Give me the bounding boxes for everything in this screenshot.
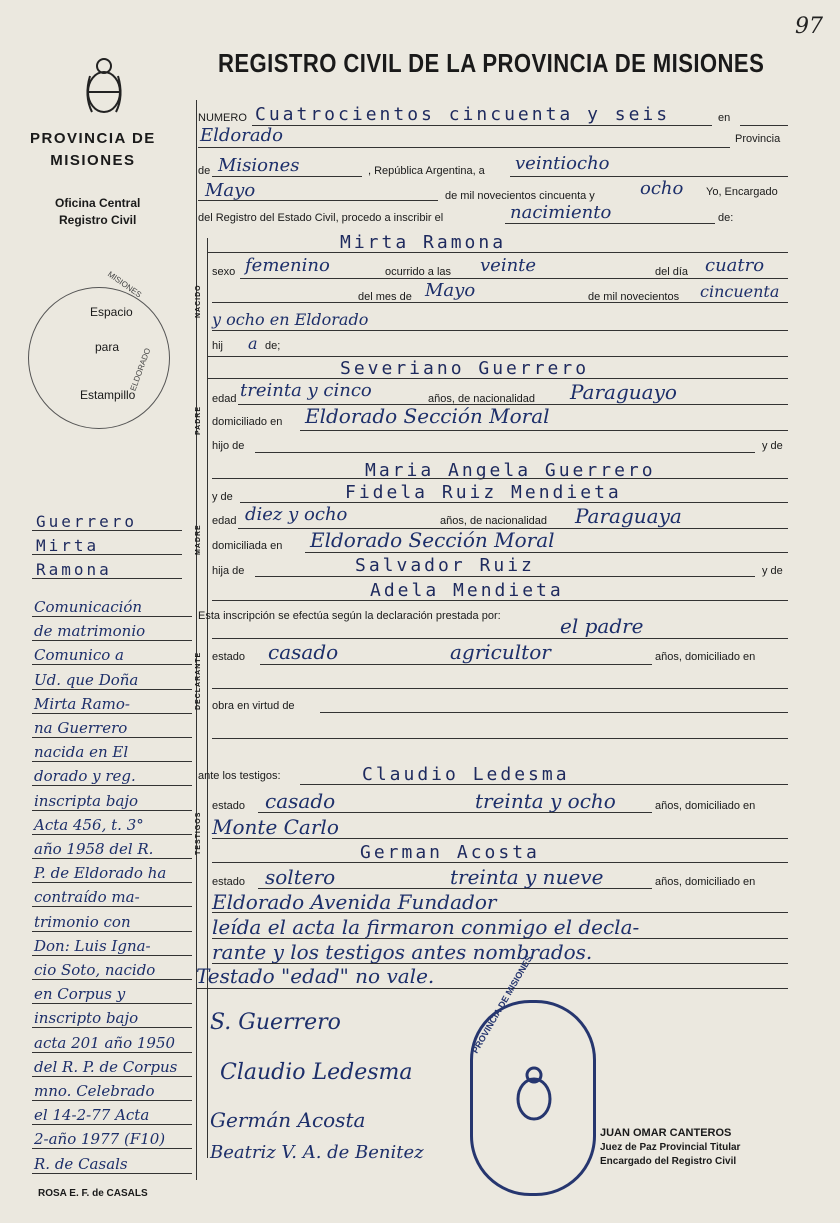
yo-encargado-label: Yo, Encargado [706, 186, 778, 198]
dia-nac-value: cuatro [705, 255, 765, 276]
madre-dom-label: domiciliada en [212, 540, 283, 552]
margin-note-line: 2-año 1977 (F10) [34, 1130, 166, 1149]
testigo1-line [300, 784, 788, 785]
signature-testigo2: Germán Acosta [210, 1108, 366, 1132]
margin-note-line: contraído ma- [34, 888, 140, 907]
mes-line2 [212, 302, 788, 303]
page-title: REGISTRO CIVIL DE LA PROVINCIA DE MISIONES [218, 48, 765, 78]
nombre-line [208, 252, 788, 253]
margin-note-line: inscripta bajo [34, 791, 139, 810]
margin-rule [32, 713, 192, 714]
margin-rule [32, 955, 192, 956]
t2-dom-value: Eldorado Avenida Fundador [212, 890, 497, 914]
decl-dom-line [212, 688, 788, 689]
hij-suffix-value: a [248, 334, 258, 353]
side-label-testigos: TESTIGOS [195, 811, 202, 855]
margin-note-line: Mirta Ramo- [34, 694, 130, 713]
margin-note-line: inscripto bajo [34, 1009, 139, 1028]
signature-testigo1: Claudio Ledesma [220, 1060, 413, 1085]
madre-dom-line [305, 552, 788, 553]
margin-rule [32, 858, 192, 859]
padre-dom-label: domiciliado en [212, 416, 283, 428]
margin-rule [32, 1076, 192, 1077]
margin-note-line: de matrimonio [34, 622, 146, 641]
del-dia-label: del día [655, 266, 689, 278]
obra-line [320, 712, 788, 713]
margin-note-line: Comunicación [34, 598, 143, 616]
hijo-de-line [255, 452, 755, 453]
decl-prof-value: agricultor [450, 640, 551, 664]
margin-rule [32, 834, 192, 835]
de-colon-label: de: [718, 212, 734, 224]
t1-estado-line [258, 812, 652, 813]
margin-rule [32, 906, 192, 907]
t2-anos-label: años, domiciliado en [655, 876, 756, 888]
madre-edad-label: edad [212, 515, 237, 527]
margin-note-line: del R. P. de Corpus [34, 1057, 178, 1076]
mil-novecientos2-label: de mil novecientos [588, 291, 680, 303]
nota-line2: rante y los testigos antes nombrados. [212, 940, 593, 964]
official-role1: Juez de Paz Provincial Titular [600, 1142, 741, 1153]
margin-line-b [32, 554, 182, 555]
coat-of-arms-icon [82, 56, 126, 118]
anio-nac-value: cincuenta [700, 282, 780, 301]
del-registro-label: del Registro del Estado Civil, procedo a inscribir el [198, 212, 444, 224]
dia-value: veintiocho [515, 153, 610, 174]
testigos-label: ante los testigos: [198, 770, 281, 782]
anio-value: ocho [640, 178, 684, 199]
official-role2: Encargado del Registro Civil [600, 1156, 737, 1167]
padre-madre-value: Maria Angela Guerrero [365, 460, 656, 481]
mes-value: Mayo [205, 180, 256, 201]
margin-note-line: Ud. que Doña [34, 670, 139, 689]
margin-rule [32, 1052, 192, 1053]
margin-note-line: Comunico a [34, 646, 124, 665]
stamp-seal-bottom: ELDORADO [128, 346, 153, 393]
margin-note-line: nacida en El [34, 743, 129, 762]
margin-rule [32, 931, 192, 932]
madre-padre-value: Salvador Ruiz [355, 555, 535, 576]
de2-label: de; [265, 340, 281, 352]
decl-anos-label: años, domiciliado en [655, 651, 756, 663]
hija-de-label: hija de [212, 565, 245, 577]
t2-estado-line [258, 888, 652, 889]
margin-rule [32, 616, 192, 617]
stamp-label-para: para [95, 340, 120, 354]
section-divider-1 [208, 356, 788, 357]
obra-line2 [212, 738, 788, 739]
madre-edad-value: diez y ocho [245, 504, 348, 525]
provincia-line [212, 176, 362, 177]
margin-rule [32, 810, 192, 811]
padre-madre-line [212, 478, 788, 479]
madre-madre-value: Adela Mendieta [370, 580, 564, 601]
hijo-de-label: hijo de [212, 440, 245, 452]
padre-dom-line [300, 430, 788, 431]
provincia-label: Provincia [735, 133, 781, 145]
t1-dom-value: Monte Carlo [212, 815, 339, 839]
margin-note-line: en Corpus y [34, 985, 126, 1004]
mes-line [198, 200, 438, 201]
margin-rule [32, 1003, 192, 1004]
lugar-value: Eldorado [200, 125, 283, 146]
t2-dom-line [212, 912, 788, 913]
page-number: 97 [795, 14, 823, 39]
stamp-label-espacio: Espacio [90, 305, 133, 319]
t2-edad-value: treinta y nueve [450, 865, 604, 889]
sexo-value: femenino [245, 255, 330, 276]
padre-anos-label: años, de nacionalidad [428, 393, 536, 405]
ocurrido-label: ocurrido a las [385, 266, 452, 278]
madre-dom-value: Eldorado Sección Moral [310, 528, 555, 552]
madre-nac-value: Paraguaya [575, 504, 682, 528]
margin-rule [32, 979, 192, 980]
numero-line [252, 125, 712, 126]
t1-estado-value: casado [265, 789, 336, 813]
seal-coat-of-arms-icon [510, 1065, 558, 1125]
republica-label: , República Argentina, a [368, 165, 485, 177]
lugar-nac-line [212, 330, 788, 331]
nota-line1-rule [212, 938, 788, 939]
margin-rule [32, 785, 192, 786]
office-header [55, 195, 140, 229]
province-header [30, 128, 156, 172]
signature-padre: S. Guerrero [210, 1010, 341, 1035]
madre-line [240, 502, 788, 503]
decl-estado-value: casado [268, 640, 339, 664]
form-left-border [196, 100, 197, 1180]
t2-estado-value: soltero [265, 865, 336, 889]
lugar-nac-value: y ocho en Eldorado [212, 310, 369, 329]
mes-nac-value: Mayo [425, 280, 476, 301]
sexo-line [240, 278, 788, 279]
numero-label: NUMERO [198, 112, 247, 124]
margin-note-line: mno. Celebrado [34, 1082, 155, 1100]
nombre-value: Mirta Ramona [340, 232, 507, 253]
lugar-line [198, 147, 730, 148]
margin-rule [32, 640, 192, 641]
margin-note-line: R. de Casals [34, 1154, 128, 1173]
margin-rule [32, 761, 192, 762]
numero-value: Cuatrocientos cincuenta y seis [255, 104, 671, 125]
margin-name-first: Mirta [36, 536, 100, 555]
margin-rule [32, 1100, 192, 1101]
decl-estado-line [260, 664, 652, 665]
padre-edad-label: edad [212, 393, 237, 405]
margin-note-line: acta 201 año 1950 [34, 1033, 176, 1052]
margin-rule [32, 664, 192, 665]
madre-y-de-label: y de [212, 491, 233, 503]
en-label: en [718, 112, 731, 124]
decl-estado-label: estado [212, 651, 246, 663]
testigo2-value: German Acosta [360, 842, 540, 863]
dia-line [510, 176, 788, 177]
provincia-value: Misiones [218, 155, 300, 176]
margin-note-line: trimonio con [34, 912, 131, 931]
margin-sign-stamp: ROSA E. F. de CASALS [38, 1188, 148, 1199]
nota-line1: leída el acta la firmaron conmigo el decla- [212, 915, 640, 939]
padre-line [208, 378, 788, 379]
margin-rule [32, 1124, 192, 1125]
inscripcion-label: Esta inscripción se efectúa según la declaración prestada por: [198, 610, 501, 622]
margin-rule [32, 737, 192, 738]
side-label-madre: MADRE [195, 524, 202, 555]
testigo1-value: Claudio Ledesma [362, 764, 570, 785]
madre-anos-label: años, de nacionalidad [440, 515, 548, 527]
side-label-nacido: NACIDO [195, 284, 202, 318]
margin-rule [32, 882, 192, 883]
declarante-line [212, 638, 788, 639]
margin-note-line: na Guerrero [34, 719, 128, 737]
margin-note-line: Acta 456, t. 3° [34, 815, 144, 834]
margin-note-line: P. de Eldorado ha [34, 864, 167, 883]
en-line [740, 125, 788, 126]
madre-value: Fidela Ruiz Mendieta [345, 482, 622, 503]
stamp-seal-top: MISIONES [105, 269, 144, 300]
nota-line3: Testado "edad" no vale. [196, 964, 435, 988]
de-label: de [198, 165, 211, 177]
section-left-border [207, 238, 208, 1158]
margin-rule [32, 1173, 192, 1174]
obra-label: obra en virtud de [212, 700, 295, 712]
margin-note-line: Don: Luis Igna- [34, 936, 151, 955]
t1-estado-label: estado [212, 800, 246, 812]
margin-note-line: el 14-2-77 Acta [34, 1106, 150, 1125]
margin-rule [32, 1027, 192, 1028]
province-line1: PROVINCIA DE [30, 130, 156, 147]
t2-estado-label: estado [212, 876, 246, 888]
declarante-value: el padre [560, 614, 644, 638]
official-name: JUAN OMAR CANTEROS [600, 1127, 732, 1139]
acto-line [505, 223, 715, 224]
stamp-label-estampillo: Estampillo [80, 388, 136, 402]
margin-note-line: dorado y reg. [34, 767, 136, 786]
acto-value: nacimiento [510, 202, 612, 223]
official-seal-text: PROVINCIA DE MISIONES [470, 953, 535, 1055]
testigo2-line [212, 862, 788, 863]
nota-line3-rule [196, 988, 788, 989]
margin-name-surname: Guerrero [36, 512, 138, 531]
margin-rule [32, 1148, 192, 1149]
t1-edad-value: treinta y ocho [475, 789, 616, 813]
t1-dom-line [212, 838, 788, 839]
del-mes-label: del mes de [358, 291, 412, 303]
hora-value: veinte [480, 255, 537, 276]
madre-madre-line [212, 600, 788, 601]
t1-anos-label: años, domiciliado en [655, 800, 756, 812]
side-label-padre: PADRE [195, 406, 202, 435]
province-line2: MISIONES [50, 152, 136, 169]
office-line2: Registro Civil [59, 213, 137, 227]
padre-dom-value: Eldorado Sección Moral [305, 404, 550, 428]
side-label-declarante: DECLARANTE [195, 651, 202, 710]
margin-line-c [32, 578, 182, 579]
y-de-label: y de [762, 440, 783, 452]
hija-de-line [255, 576, 755, 577]
margin-line-a [32, 530, 182, 531]
padre-nac-value: Paraguayo [570, 380, 677, 404]
madre-y-de2-label: y de [762, 565, 783, 577]
office-line1: Oficina Central [55, 196, 141, 210]
mil-novecientos-label: de mil novecientos cincuenta y [445, 190, 595, 202]
margin-name-second: Ramona [36, 560, 112, 579]
signature-madre: Beatriz V. A. de Benitez [210, 1142, 424, 1163]
hij-label: hij [212, 340, 224, 352]
margin-note-line: año 1958 del R. [34, 840, 154, 858]
margin-rule [32, 689, 192, 690]
sexo-label: sexo [212, 266, 236, 278]
margin-note-line: cio Soto, nacido [34, 961, 156, 979]
padre-edad-value: treinta y cinco [240, 380, 372, 401]
padre-value: Severiano Guerrero [340, 358, 590, 379]
